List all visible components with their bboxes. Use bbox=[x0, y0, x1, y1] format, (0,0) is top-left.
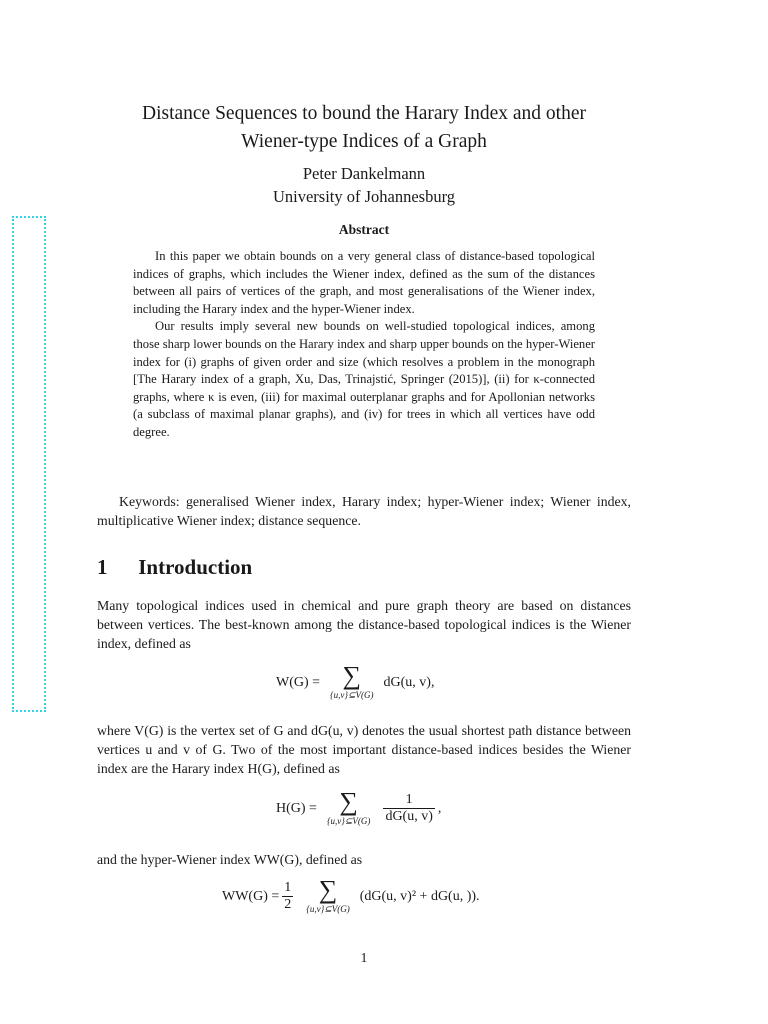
equation-wiener bbox=[276, 661, 435, 701]
eq3-half-numerator: 1 bbox=[284, 880, 292, 895]
eq1-rhs: dG(u, v), bbox=[383, 674, 435, 690]
eq3-half bbox=[282, 880, 293, 913]
eq2-tail: , bbox=[437, 800, 442, 816]
eq3-rhs: (dG(u, v)² + dG(u, )). bbox=[359, 888, 480, 904]
page-number: 1 bbox=[360, 950, 368, 965]
section-number: 1 bbox=[97, 555, 108, 579]
eq3-sum bbox=[306, 875, 350, 915]
equation-hyper-wiener bbox=[222, 875, 480, 915]
selection-marker bbox=[12, 216, 46, 712]
section-heading bbox=[97, 555, 252, 580]
eq1-lhs: W(G) = bbox=[276, 674, 321, 690]
equation-harary bbox=[276, 787, 442, 827]
eq2-numerator: 1 bbox=[405, 792, 413, 807]
paper-title bbox=[96, 100, 632, 156]
intro-paragraph-3: and the hyper-Wiener index WW(G), defined as bbox=[97, 852, 363, 867]
title-line-2: Wiener-type Indices of a Graph bbox=[241, 131, 487, 152]
sum-symbol: ∑ bbox=[339, 787, 358, 816]
eq2-lhs: H(G) = bbox=[276, 800, 317, 816]
eq3-lhs: WW(G) = bbox=[222, 888, 280, 904]
eq1-sum-range: {u,v}⊆V(G) bbox=[330, 690, 374, 700]
author-name: Peter Dankelmann bbox=[302, 164, 426, 183]
abstract-paragraph-1: In this paper we obtain bounds on a very general class of distance-based topological indices of graphs, which includes the Wiener index, defined as the sum of the distances between all pairs of vertices of the graph, and most generalisations of the Wiener index, including the Harary index and the hyper-Wiener index. bbox=[133, 249, 595, 316]
intro-paragraph-2: where V(G) is the vertex set of G and dG(u, v) denotes the usual shortest path distance between vertices u and v of G. Two of the most important distance-based indices besides the Wiener index are the Harary index H(G), defined as bbox=[97, 723, 631, 776]
title-line-1: Distance Sequences to bound the Harary Index and other bbox=[141, 103, 586, 124]
abstract-paragraph-2: Our results imply several new bounds on well-studied topological indices, among those sharp lower bounds on the Harary index and sharp upper bounds on the hyper-Wiener index for (i) graphs of given order and size (which resolves a problem in the monograph [The Harary index of a graph, Xu, Das, Trinajstić, Springer (2015)], (ii) for κ-connected graphs, where κ is even, (iii) for maximal outerplanar graphs and for Apollonian networks (a subclass of maximal planar graphs), and (iv) for trees in which all vertices have odd degree. bbox=[133, 319, 595, 439]
intro-paragraph-1: Many topological indices used in chemical and pure graph theory are based on distances between vertices. The best-known among the distance-based topological indices is the Wiener index, defined as bbox=[97, 598, 631, 651]
section-title: Introduction bbox=[138, 555, 253, 579]
eq2-fraction bbox=[383, 792, 434, 825]
sum-symbol: ∑ bbox=[342, 661, 362, 690]
eq2-sum-range: {u,v}⊆V(G) bbox=[326, 816, 371, 826]
author-block bbox=[96, 162, 632, 208]
eq2-sum bbox=[326, 787, 371, 827]
sum-symbol: ∑ bbox=[318, 875, 338, 904]
eq3-half-denominator: 2 bbox=[284, 897, 292, 912]
abstract-heading: Abstract bbox=[338, 222, 390, 237]
eq2-denominator: dG(u, v) bbox=[385, 809, 433, 824]
keywords: Keywords: generalised Wiener index, Harary index; hyper-Wiener index; Wiener index, multiplicative Wiener index; distance sequence. bbox=[97, 494, 631, 528]
author-affiliation: University of Johannesburg bbox=[272, 187, 456, 206]
abstract-body bbox=[133, 248, 595, 442]
eq3-sum-range: {u,v}⊆V(G) bbox=[306, 904, 350, 914]
eq1-sum bbox=[330, 661, 374, 701]
